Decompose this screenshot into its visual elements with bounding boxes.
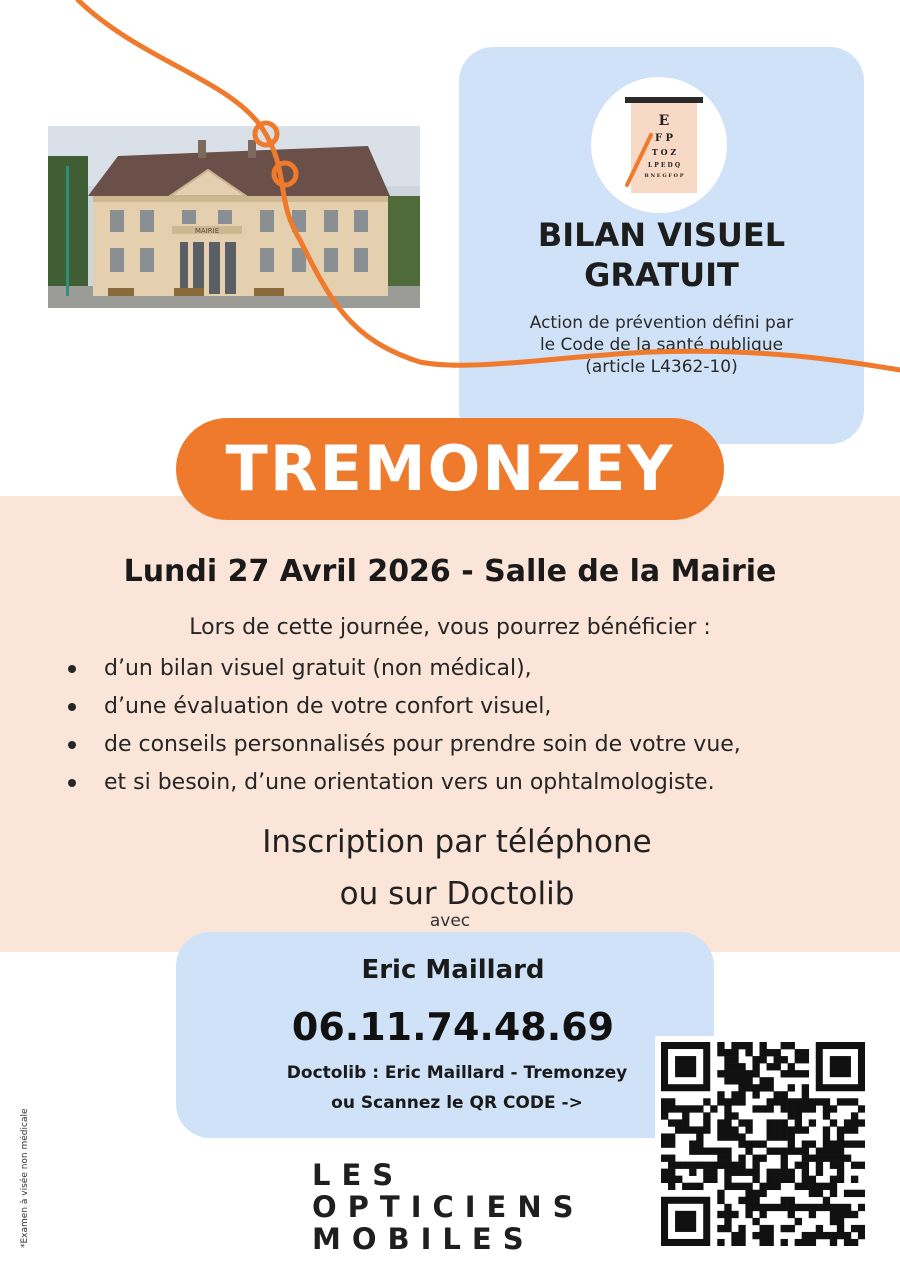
qr-code[interactable] (655, 1036, 871, 1252)
info-card (459, 47, 864, 444)
benefit-item: de conseils personnalisés pour prendre soin de votre vue, (62, 726, 882, 764)
logo-line-3: MOBILES (312, 1222, 535, 1256)
info-title-line2: GRATUIT (584, 256, 739, 294)
eye-chart-row-2: F P (654, 133, 674, 144)
inscription-text (0, 816, 900, 920)
logo-line-2: OPTICIENS (312, 1190, 585, 1224)
inscription-line1: Inscription par téléphone (262, 824, 652, 860)
avec-label: avec (429, 911, 471, 931)
benefit-item: et si besoin, d’une orientation vers un ophtalmologiste. (62, 764, 882, 802)
contact-phone[interactable]: 06.11.74.48.69 (291, 1005, 615, 1049)
info-subtitle-line1: Action de prévention défini par (529, 313, 794, 333)
photo-sign: MAIRIE (194, 227, 220, 235)
logo-line-1: LES (312, 1158, 405, 1192)
disclaimer-note: *Examen à visée non médicale (20, 1108, 30, 1248)
benefits-list (62, 650, 882, 802)
opticiens-mobiles-logo (312, 1158, 592, 1258)
town-hall-photo (48, 126, 420, 308)
contact-booking-info (176, 1058, 738, 1118)
eye-chart-badge (591, 77, 727, 213)
town-name-banner: TREMONZEY (176, 418, 724, 520)
qr-code-icon (661, 1042, 865, 1246)
info-subtitle-line3: (article L4362-10) (585, 357, 738, 377)
info-subtitle (499, 312, 824, 378)
event-date-line: Lundi 27 Avril 2026 - Salle de la Mairie (123, 554, 777, 589)
contact-card (176, 932, 714, 1138)
qr-hint-line: ou Scannez le QR CODE -> (331, 1093, 583, 1113)
eye-chart-row-1: E (658, 113, 670, 129)
eye-chart-row-4: L P E D Q (647, 162, 681, 169)
eye-chart-row-3: T O Z (651, 147, 677, 157)
eye-chart-icon (591, 77, 727, 213)
doctolib-line: Doctolib : Eric Maillard - Tremonzey (286, 1063, 628, 1083)
contact-name: Eric Maillard (361, 955, 545, 985)
info-subtitle-line2: le Code de la santé publique (539, 335, 784, 355)
benefits-intro: Lors de cette journée, vous pourrez bénéficier : (189, 615, 711, 640)
eye-chart-row-5: B N E G F O P (644, 173, 684, 179)
info-title (459, 215, 864, 295)
benefit-item: d’une évaluation de votre confort visuel, (62, 688, 882, 726)
info-title-line1: BILAN VISUEL (537, 216, 786, 254)
benefit-item: d’un bilan visuel gratuit (non médical), (62, 650, 882, 688)
inscription-line2: ou sur Doctolib (339, 876, 575, 912)
